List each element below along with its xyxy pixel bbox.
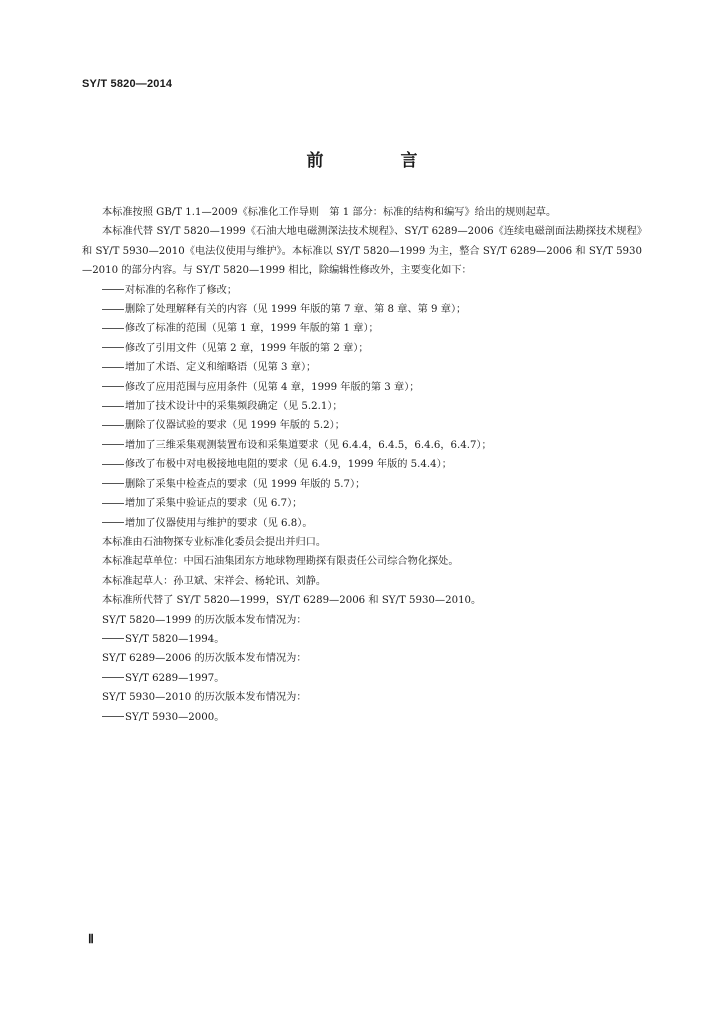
dash-mark bbox=[102, 503, 124, 504]
change-text: 对标准的名称作了修改； bbox=[125, 284, 238, 296]
replaced-standards: 本标准所代替了 SY/T 5820—1999，SY/T 6289—2006 和 SY/T 5930—2010。 bbox=[102, 595, 482, 607]
intro-paragraph: 本标准按照 GB/T 1.1—2009《标准化工作导则 第 1 部分：标准的结构和编写》给出的规则起草。 bbox=[102, 207, 557, 218]
change-item bbox=[82, 436, 642, 455]
dash-mark bbox=[102, 347, 124, 348]
dash-mark bbox=[102, 464, 124, 465]
change-text: 增加了仪器使用与维护的要求（见 6.8）。 bbox=[125, 517, 313, 529]
change-text: 增加了三维采集观测装置布设和采集道要求（见 6.4.4，6.4.5，6.4.6，6.4.7）； bbox=[125, 439, 492, 451]
dash-mark bbox=[102, 386, 124, 387]
change-item bbox=[82, 514, 642, 533]
proposed-by: 本标准由石油物探专业标准化委员会提出并归口。 bbox=[102, 536, 327, 548]
dash-mark bbox=[102, 716, 124, 717]
change-item bbox=[82, 339, 642, 358]
change-item bbox=[82, 300, 642, 319]
dash-mark bbox=[102, 309, 124, 310]
document-code: SY/T 5820—2014 bbox=[82, 78, 173, 90]
replacement-paragraph: 本标准代替 SY/T 5820—1999《石油大地电磁测深法技术规程》、SY/T 6289—2006《连续电磁剖面法勘探技术规程》和 SY/T 5930—2010《电法仪使用与维护》。本标准以 SY/T 5820—1999 为主，整合 SY/T 6289—2006 和 SY/T 5930—2010 的部分内容。与 SY/T 5820—1999 相比，除编辑性修改外，主要变化如下： bbox=[82, 226, 642, 277]
dash-mark bbox=[102, 638, 124, 639]
history-intro: SY/T 5930—2010 的历次版本发布情况为： bbox=[102, 692, 307, 704]
history-version-text: SY/T 6289—1997。 bbox=[125, 672, 225, 684]
change-text: 修改了应用范围与应用条件（见第 4 章，1999 年版的第 3 章）； bbox=[125, 381, 420, 393]
change-text: 增加了采集中验证点的要求（见 6.7）； bbox=[125, 498, 303, 510]
document-body bbox=[82, 203, 642, 727]
history-intro: SY/T 5820—1999 的历次版本发布情况为： bbox=[102, 614, 307, 626]
change-item bbox=[82, 378, 642, 397]
dash-mark bbox=[102, 444, 124, 445]
history-intro: SY/T 6289—2006 的历次版本发布情况为： bbox=[102, 653, 307, 665]
history-version bbox=[82, 708, 642, 727]
change-item bbox=[82, 397, 642, 416]
dash-mark bbox=[102, 522, 124, 523]
history-version bbox=[82, 669, 642, 688]
change-item bbox=[82, 319, 642, 338]
dash-mark bbox=[102, 328, 124, 329]
change-text: 修改了标准的范围（见第 1 章，1999 年版的第 1 章）； bbox=[125, 323, 379, 335]
dash-mark bbox=[102, 425, 124, 426]
dash-mark bbox=[102, 289, 124, 290]
page-title: 前 言 bbox=[306, 151, 448, 171]
dash-mark bbox=[102, 677, 124, 678]
change-text: 增加了技术设计中的采集频段确定（见 5.2.1）； bbox=[125, 401, 343, 413]
change-item bbox=[82, 281, 642, 300]
dash-mark bbox=[102, 367, 124, 368]
history-version-text: SY/T 5820—1994。 bbox=[125, 633, 225, 645]
history-version bbox=[82, 630, 642, 649]
change-text: 删除了仪器试验的要求（见 1999 年版的 5.2）； bbox=[125, 420, 345, 432]
dash-mark bbox=[102, 483, 124, 484]
change-text: 修改了引用文件（见第 2 章，1999 年版的第 2 章）； bbox=[125, 342, 369, 354]
drafting-unit: 本标准起草单位：中国石油集团东方地球物理勘探有限责任公司综合物化探处。 bbox=[102, 556, 459, 568]
change-item bbox=[82, 455, 642, 474]
change-text: 删除了处理解释有关的内容（见 1999 年版的第 7 章、第 8 章、第 9 章）； bbox=[125, 304, 467, 316]
change-text: 删除了采集中检查点的要求（见 1999 年版的 5.7）； bbox=[125, 478, 366, 490]
page-number: Ⅱ bbox=[88, 932, 94, 946]
change-item bbox=[82, 416, 642, 435]
drafters: 本标准起草人：孙卫斌、宋祥会、杨轮讯、刘静。 bbox=[102, 575, 327, 587]
change-text: 修改了布极中对电极接地电阻的要求（见 6.4.9，1999 年版的 5.4.4）； bbox=[125, 459, 452, 471]
change-text: 增加了术语、定义和缩略语（见第 3 章）； bbox=[125, 362, 317, 374]
change-item bbox=[82, 358, 642, 377]
history-version-text: SY/T 5930—2000。 bbox=[125, 711, 225, 723]
change-item bbox=[82, 475, 642, 494]
change-item bbox=[82, 494, 642, 513]
dash-mark bbox=[102, 406, 124, 407]
